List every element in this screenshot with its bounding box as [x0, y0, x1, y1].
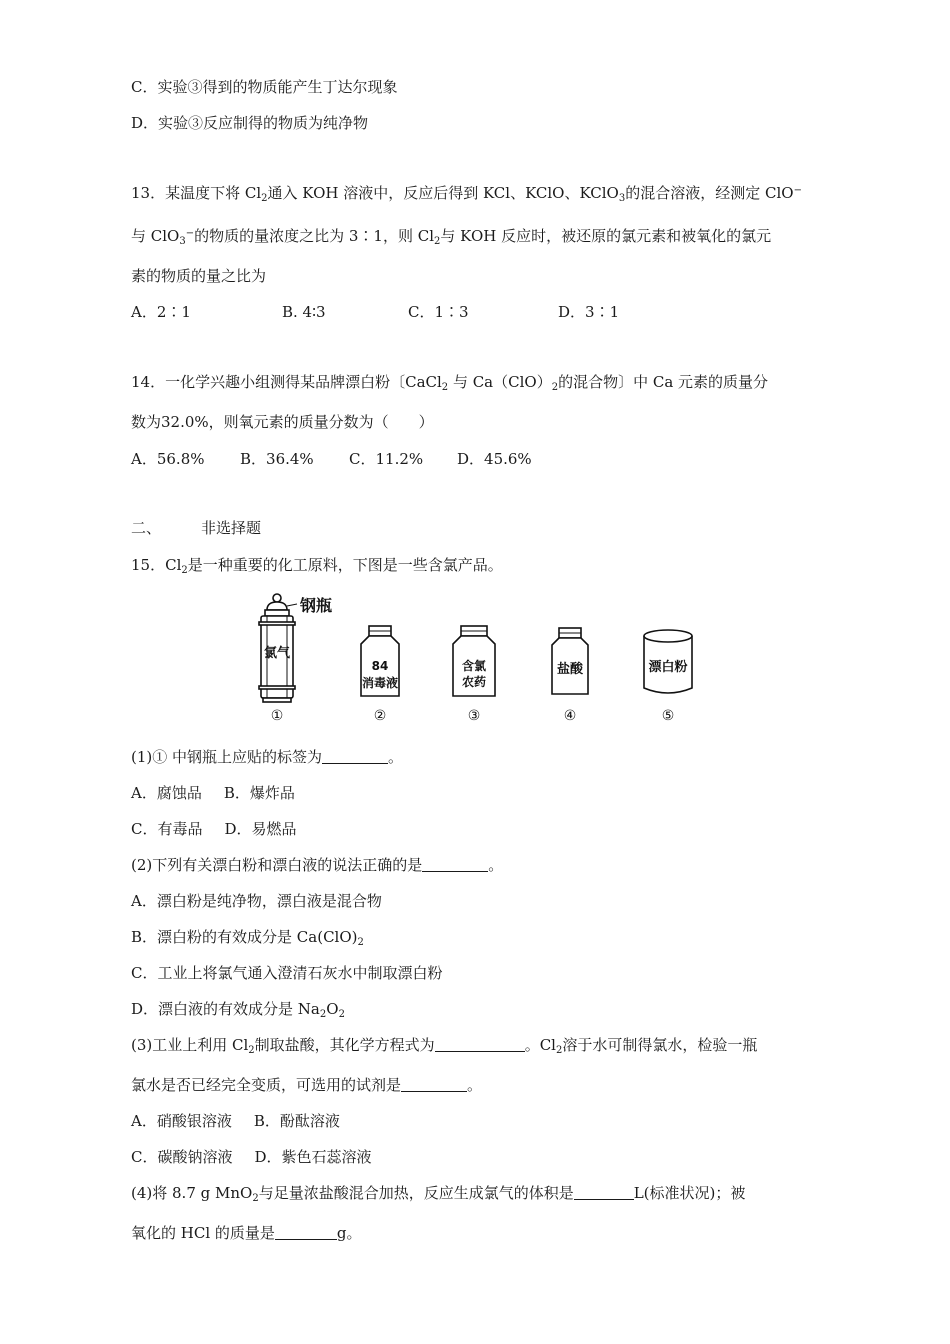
- item4-label: 盐酸: [556, 662, 584, 677]
- q15-part1-question: (1)① 中钢瓶上应贴的标签为 。: [131, 748, 404, 766]
- q14-stem-line1: 14．一化学兴趣小组测得某品牌漂白粉〔CaCl$_2$ 与 $Ca(ClO)_2$的混合物〕中 Ca 元素的质量分: [131, 373, 769, 393]
- item1-label: 氯气: [263, 646, 291, 661]
- q14-option-d: D．45.6%: [457, 450, 532, 468]
- q14-option-b: B．36.4%: [240, 450, 314, 468]
- answer-blank[interactable]: [422, 857, 488, 872]
- q13-stem-line3: 素的物质的量之比为: [131, 267, 267, 285]
- q15-part2-option-c: C．工业上将氯气通入澄清石灰水中制取漂白粉: [131, 964, 443, 982]
- item3-label-line1: 含氯: [461, 659, 487, 673]
- q15-part2-option-b: B．漂白粉的有效成分是 $Ca(ClO)_2$: [131, 928, 364, 948]
- answer-blank[interactable]: [322, 749, 388, 764]
- q15-part2-option-a: A．漂白粉是纯净物，漂白液是混合物: [131, 892, 382, 910]
- answer-blank[interactable]: [401, 1077, 467, 1092]
- cylinder-caption: 钢瓶: [300, 596, 333, 615]
- q14-option-a: A．56.8%: [131, 450, 205, 468]
- q13-stem-line1: 13．某温度下将 $Cl_2$通入 KOH 溶液中，反应后得到 KCl、KClO、KClO$_3$的混合溶液，经测定 ClO−: [131, 184, 802, 204]
- q15-part3-line1: (3)工业上利用 $Cl_2$制取盐酸，其化学方程式为 。$Cl_2$溶于水可制得氯水，检验一瓶: [131, 1036, 758, 1056]
- answer-blank[interactable]: [275, 1225, 337, 1240]
- bottle-hydrochloric-acid-illustration: [552, 628, 588, 694]
- item2-label-line2: 消毒液: [361, 676, 399, 690]
- q15-part1-options-row1: A．腐蚀品 B．爆炸品: [131, 784, 295, 802]
- q12-option-c: C．实验③得到的物质能产生丁达尔现象: [131, 78, 398, 96]
- section-heading: [131, 518, 261, 538]
- section-title: 非选择题: [201, 519, 262, 537]
- q13-option-b: B. 4∶3: [282, 303, 326, 321]
- item2-label-line1: 84: [371, 659, 389, 673]
- q15-intro: 15．$Cl_2$是一种重要的化工原料，下图是一些含氯产品。: [131, 556, 503, 576]
- q13-option-c: C．1∶3: [408, 303, 469, 321]
- q14-stem-line2: 数为32.0%，则氧元素的质量分数为（ ）: [131, 413, 434, 431]
- q14-option-c: C．11.2%: [349, 450, 424, 468]
- item5-label: 漂白粉: [648, 660, 688, 675]
- q13-option-a: A．2∶1: [131, 303, 191, 321]
- q15-part3-options-row1: A．硝酸银溶液 B．酚酞溶液: [131, 1112, 340, 1130]
- q12-option-d: D．实验③反应制得的物质为纯净物: [131, 114, 369, 132]
- item4-number: ④: [563, 708, 577, 724]
- q15-part1-options-row2: C．有毒品 D．易燃品: [131, 820, 297, 838]
- q15-part3-line2: 氯水是否已经完全变质，可选用的试剂是 。: [131, 1076, 483, 1094]
- item2-number: ②: [373, 708, 387, 724]
- item1-number: ①: [270, 708, 284, 724]
- chlorine-products-figure: [245, 590, 715, 725]
- answer-blank[interactable]: [574, 1185, 634, 1200]
- q15-part3-options-row2: C．碳酸钠溶液 D．紫色石蕊溶液: [131, 1148, 372, 1166]
- q13-stem-line2: 与 ClO$_3$−的物质的量浓度之比为 3∶1，则 $Cl_2$与 KOH 反应时，被还原的氯元素和被氧化的氯元: [131, 227, 772, 247]
- q15-part2-question: (2)下列有关漂白粉和漂白液的说法正确的是 。: [131, 856, 504, 874]
- item3-label-line2: 农药: [461, 675, 487, 689]
- section-index: 二、: [131, 519, 162, 537]
- q13-option-d: D．3∶1: [558, 303, 620, 321]
- item5-number: ⑤: [661, 708, 675, 724]
- item3-number: ③: [467, 708, 481, 724]
- q15-part2-option-d: D．漂白液的有效成分是 $Na_2O_2$: [131, 1000, 345, 1020]
- q15-part4-line1: (4)将 8.7 g MnO$_2$与足量浓盐酸混合加热，反应生成氯气的体积是 L(标准状况)；被: [131, 1184, 746, 1204]
- answer-blank[interactable]: [435, 1037, 525, 1052]
- q15-part4-line2: 氧化的 HCl 的质量是 g。: [131, 1224, 362, 1242]
